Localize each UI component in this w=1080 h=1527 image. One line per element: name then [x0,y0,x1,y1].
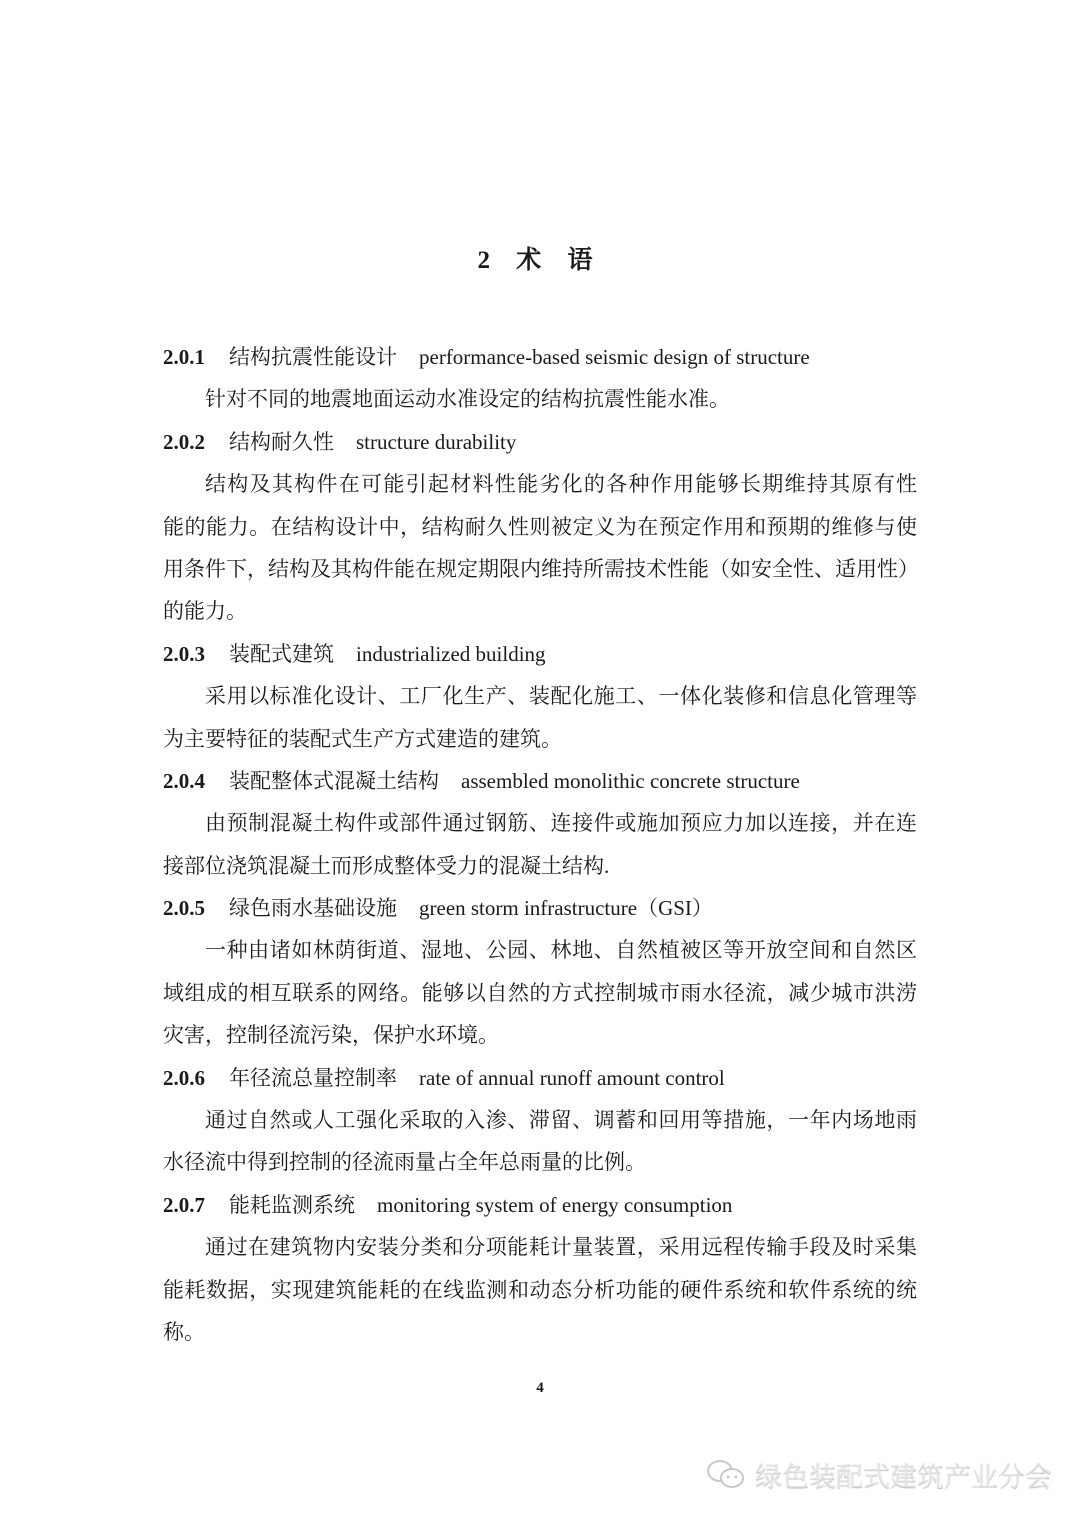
term-number: 2.0.6 [163,1065,205,1090]
term-heading [163,1184,917,1226]
term-english: industrialized building [356,641,546,666]
term-chinese: 结构耐久性 [229,429,334,454]
definition-line: 通过在建筑物内安装分类和分项能耗计量装置，采用远程传输手段及时采集 [205,1235,917,1260]
term-english: assembled monolithic concrete structure [461,768,800,793]
term-english: green storm infrastructure（GSI） [419,896,713,921]
watermark [705,1455,1052,1494]
definition-line: 称。 [163,1319,205,1344]
term-heading [163,336,917,378]
term-number: 2.0.5 [163,896,205,921]
wechat-icon [705,1458,747,1492]
term-chinese: 装配式建筑 [229,641,334,666]
term-number: 2.0.4 [163,768,205,793]
page-number: 4 [536,1380,544,1396]
term-chinese: 能耗监测系统 [229,1192,355,1217]
definition-line: 能的能力。在结构设计中，结构耐久性则被定义为在预定作用和预期的维修与使 [163,514,917,539]
term-heading [163,887,917,929]
definition-line: 水径流中得到控制的径流雨量占全年总雨量的比例。 [163,1150,646,1175]
definition-line: 域组成的相互联系的网络。能够以自然的方式控制城市雨水径流，减少城市洪涝 [163,980,917,1005]
term-number: 2.0.2 [163,429,205,454]
term-english: monitoring system of energy consumption [377,1192,733,1217]
definition-line: 接部位浇筑混凝土而形成整体受力的混凝土结构. [163,853,610,878]
term-english: performance-based seismic design of structure [419,345,810,369]
term-heading [163,633,917,675]
term-number: 2.0.1 [163,345,205,369]
term-number: 2.0.3 [163,641,205,666]
term-number: 2.0.7 [163,1192,205,1217]
definition-line: 通过自然或人工强化采取的入渗、滞留、调蓄和回用等措施，一年内场地雨 [205,1108,917,1133]
term-english: structure durability [356,429,517,454]
definition-line: 灾害，控制径流污染，保护水环境。 [163,1023,499,1048]
term-chinese: 装配整体式混凝土结构 [229,768,439,793]
definition-line: 针对不同的地震地面运动水准设定的结构抗震性能水准。 [205,387,730,412]
definition-line: 用条件下，结构及其构件能在规定期限内维持所需技术性能（如安全性、适用性） [163,556,919,581]
definition-line: 采用以标准化设计、工厂化生产、装配化施工、一体化装修和信息化管理等 [205,684,917,709]
term-english: rate of annual runoff amount control [419,1065,725,1090]
term-heading [163,421,917,463]
term-chinese: 年径流总量控制率 [229,1065,397,1090]
terms-content [163,336,917,1353]
term-heading [163,1057,917,1099]
watermark-text: 绿色装配式建筑产业分会 [755,1462,1052,1493]
definition-line: 能耗数据，实现建筑能耗的在线监测和动态分析功能的硬件系统和软件系统的统 [163,1277,917,1302]
term-chinese: 结构抗震性能设计 [229,345,397,369]
term-chinese: 绿色雨水基础设施 [229,896,397,921]
definition-line: 结构及其构件在可能引起材料性能劣化的各种作用能够长期维持其原有性 [205,472,917,497]
chapter-title: 2 术 语 [477,247,603,274]
definition-line: 一种由诸如林荫街道、湿地、公园、林地、自然植被区等开放空间和自然区 [205,938,917,963]
definition-line: 由预制混凝土构件或部件通过钢筋、连接件或施加预应力加以连接，并在连 [205,811,917,836]
definition-line: 的能力。 [163,599,247,624]
definition-line: 为主要特征的装配式生产方式建造的建筑。 [163,726,562,751]
term-heading [163,760,917,802]
